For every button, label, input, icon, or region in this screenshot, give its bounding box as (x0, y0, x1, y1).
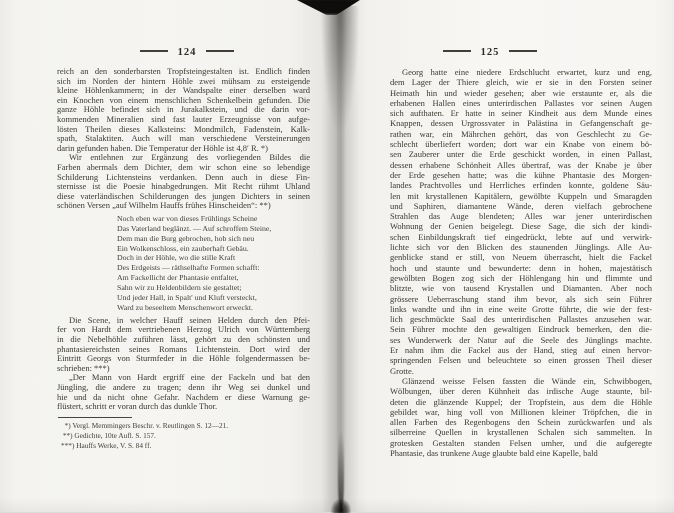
header-rule-right (509, 50, 537, 51)
text-line: Farben abermals dem Dichter, dem wir schon eine so lebendige (57, 162, 310, 172)
text-line: ses Wunderwerk der Natur auf die Seele des Jünglings machte. (390, 334, 652, 345)
page-124-text-block (57, 67, 310, 451)
text-line: Strahlen das Auge blendeten; Alles war jener unterirdischen (390, 211, 652, 222)
text-line: spath, Stalaktiten. Auch will man verschiedene Versteinerungen (57, 134, 310, 144)
paragraph (390, 67, 652, 376)
text-line: reich an den sonderbarsten Tropfsteingestalten ist. Endlich finden (57, 67, 310, 76)
text-line: Georg hatte eine niedere Erdschlucht erwartet, kurz und eng, (402, 67, 652, 77)
text-line: und Saphiren, diamantene Wände, deren vielfach gebrochene (390, 200, 652, 211)
page-124 (0, 0, 337, 512)
text-line: fer von Hardt dem vertriebenen Herzog Ulrich von Württemberg (57, 325, 310, 335)
text-line: Das Vaterland beglänzt. — Auf schroffem Steine, (117, 223, 272, 233)
text-line: ***) Hauffs Werke, V. S. 84 ff. (61, 440, 152, 450)
text-line: grotesken Gestalten standen Felsen umher, und die aufgeregte (390, 437, 652, 448)
header-rule-left (443, 50, 471, 51)
text-line: Ward zu beseeltem Menschenwort erweckt. (117, 302, 253, 312)
text-line: diese vaterländischen Schilderungen des jungen Dichters in seinen (57, 191, 310, 201)
paragraph (57, 153, 310, 211)
text-line: **) Gedichte, 10te Aufl. S. 157. (61, 430, 156, 440)
text-line: Wölbungen, über deren Kühnheit das irdische Auge staunte, bil- (390, 386, 652, 397)
text-line: Wir entlehnen zur Ergänzung des vorliegenden Bildes die (69, 153, 310, 163)
text-line: in die Nebelhöhle zuführen lässt, gehört zu den schönsten und (57, 335, 310, 344)
text-line: phantasiereichsten seines Romans Lichtenstein. Dort wird der (57, 344, 310, 354)
text-line: kommenden Mineralien sind fast lauter Erzeugnisse von aufge- (57, 114, 310, 124)
text-line: allen Farben des Regenbogens den Schein zurückwarfen und als (390, 417, 652, 428)
text-line: silberreine Quellen in krystallenen Schalen sich sammelten. In (390, 427, 652, 438)
text-line: Knappen, dessen Urgrossvater in Palästina in Gefangenschaft ge- (390, 118, 652, 129)
header-rule-left (140, 50, 168, 51)
text-line: sich im Norden der hintern Höhle zwei mühsam zu ersteigende (57, 76, 310, 86)
text-line: ganze Höhle befindet sich in Jurakalkstein, und die darin vor- (57, 105, 310, 115)
paragraph-continuation (57, 67, 310, 153)
text-line: rathen war, ein Mährchen gehört, das von Geschlecht zu Ge- (390, 128, 652, 139)
text-line: landes Prachtvolles und Herrliches erfinden konnte, goldene Säu- (390, 180, 652, 191)
text-line: gewölbten Bogen zog sich der Höhlengang hin und flimmte und (390, 272, 652, 283)
page-bottom-shade (0, 498, 674, 512)
footnotes (57, 421, 310, 451)
text-line: Er nahm ihm die Fackel aus der Hand, stieg auf einen hervor- (390, 345, 652, 356)
text-line: Eintritt Georgs von Sturmfeder in die Höhle folgendermassen be- (57, 354, 310, 364)
text-line: links wandte und ihn in eine weite Grotte führte, die wie der fest- (390, 303, 652, 314)
page-number-left: 124 (177, 47, 197, 58)
text-line: ein Knochen von einem menschlichen Schenkelbein gefunden. Die (57, 95, 310, 105)
paragraph (57, 316, 310, 374)
text-line: sich aufthaten. Er hatte in seiner Kindheit aus dem Munde eines (390, 108, 652, 119)
text-line: deten die glänzende Kuppel; der Tropfstein, aus dem die Höhle (390, 396, 652, 407)
text-line: Grotte. (390, 365, 414, 376)
text-line: Am Fackellicht der Phantasie entfaltet, (117, 273, 239, 283)
text-line: schen Einbildungskraft tief eingedrückt, lebte auf und verwirk- (390, 231, 652, 242)
text-line: sen Zauberer unter die Erde geschickt worden, in einen Pallast, (390, 149, 652, 160)
text-line: Schilderung Lichtensteins verdanken. Denn auch in diese Fin- (57, 172, 310, 182)
text-line: sternisse ist die Poesie hinabgedrungen. Mit Recht rühmt Uhland (57, 182, 310, 192)
header-rule-right (206, 50, 234, 51)
text-line: lichte sich vor den Blicken des staunenden Jünglings. Alle Au- (390, 242, 652, 253)
text-line: Noch eben war von dieses Frühlings Scheine (117, 213, 258, 223)
text-line: lösten Theilen dieses Kalksteins: Mondmilch, Fadenstein, Kalk- (57, 124, 310, 134)
page-125-running-head (390, 42, 590, 56)
text-line: Sahn wir zu Heldenbildern sie gestaltet; (117, 283, 242, 293)
text-line: Glänzend weisse Felsen fassten die Wände ein, Schwibbogen, (402, 375, 652, 386)
gutter-top-shadow (314, 6, 366, 176)
text-line: lich geschmückte Saal des unterirdischen Pallastes anzusehen war. (390, 314, 652, 325)
text-line: grössere Ueberraschung stand ihm bevor, als sich sein Führer (390, 293, 652, 304)
text-line: len mit krystallenen Kapitälern, gewölbte Kuppeln und Smaragden (390, 190, 652, 201)
page-124-running-head (57, 42, 317, 56)
text-line: genblicke stand er still, von Neuem überrascht, hielt die Fackel (390, 252, 652, 263)
text-line: Jüngling, die andere zu tragen; denn ihr Weg sei dunkel und (57, 382, 310, 392)
page-number-right: 125 (480, 47, 500, 58)
text-line: Und jeder Hall, in Spalt' und Kluft versteckt, (117, 293, 257, 303)
text-line: schönen Versen „auf Wilhelm Hauffs frühes Hinscheiden“: **) (57, 201, 271, 211)
page-125 (337, 0, 674, 512)
text-line: dessen erhabene Schönheit Alles übertraf, was der Knabe je über (390, 159, 652, 170)
text-line: flüstert, schritt er voran durch das dunkle Thor. (57, 402, 218, 412)
text-line: schrieben: ***) (57, 363, 110, 373)
text-line: Des Erdgeists — räthselhafte Formen schafft: (117, 263, 260, 273)
text-line: gebildet war, hing voll von Millionen kleiner Tröpfchen, die in (390, 406, 652, 417)
text-line: Wohnung der Genien beigelegt. Diese Sage, die sich der kindi- (390, 221, 652, 232)
text-line: dem Lager der Thiere gleich, wie er sie in den Forsten seiner (390, 77, 652, 88)
text-line: hoch und staunte und bewunderte: denn in hohen, majestätisch (390, 262, 652, 273)
text-line: *) Vergl. Memmingers Beschr. v. Reutlingen S. 12—21. (61, 420, 229, 430)
page-125-text-block (390, 67, 652, 458)
poem-quotation (57, 214, 310, 313)
text-line: der Erde gesehen hatte; was die kühne Phantasie des Morgen- (390, 169, 652, 180)
text-line: erhabenen Hallen eines unterirdischen Pallastes vor seinen Augen (390, 97, 652, 108)
text-line: darin gefunden haben. Die Temperatur der Höhle ist 4,8′ R. *) (57, 143, 268, 153)
text-line: Phantasie, das trunkene Auge glaubte bald eine Kapelle, bald (390, 447, 598, 458)
paragraph (57, 373, 310, 411)
text-line: Heimath hin und wieder gesehen; aber wie erstaunte er, als die (390, 87, 652, 98)
text-line: Sein Führer mochte den gewaltigen Eindruck bemerken, den die- (390, 324, 652, 335)
paragraph (390, 376, 652, 458)
text-line: hie und da nicht ohne Gefahr. Nachdem er diese Warnung ge- (57, 392, 310, 402)
text-line: Die Scene, in welcher Hauff seinen Helden durch den Pfei- (69, 315, 310, 325)
text-line: Doch in der Höhle, wo die stille Kraft (117, 253, 236, 263)
text-line: Ein Wolkenschloss, ein zauberhaft Gebäu. (117, 243, 249, 253)
text-line: schlecht überliefert worden; dort war ein Knabe von einem bö- (390, 139, 652, 150)
text-line: blitzte, wie von tausend Krystallen und Diamanten. Aber noch (390, 283, 652, 294)
text-line: kleine Höhlenkammern; in der Wandspalte einer derselben ward (57, 86, 310, 96)
footnote-rule (58, 417, 132, 418)
text-line: springenden Felsen und beleuchtete so einen grossen Theil dieser (390, 355, 652, 366)
text-line: „Der Mann von Hardt ergriff eine der Fackeln und bat den (69, 373, 310, 383)
text-line: Dem man die Burg gebrochen, hob sich neu (117, 233, 255, 243)
